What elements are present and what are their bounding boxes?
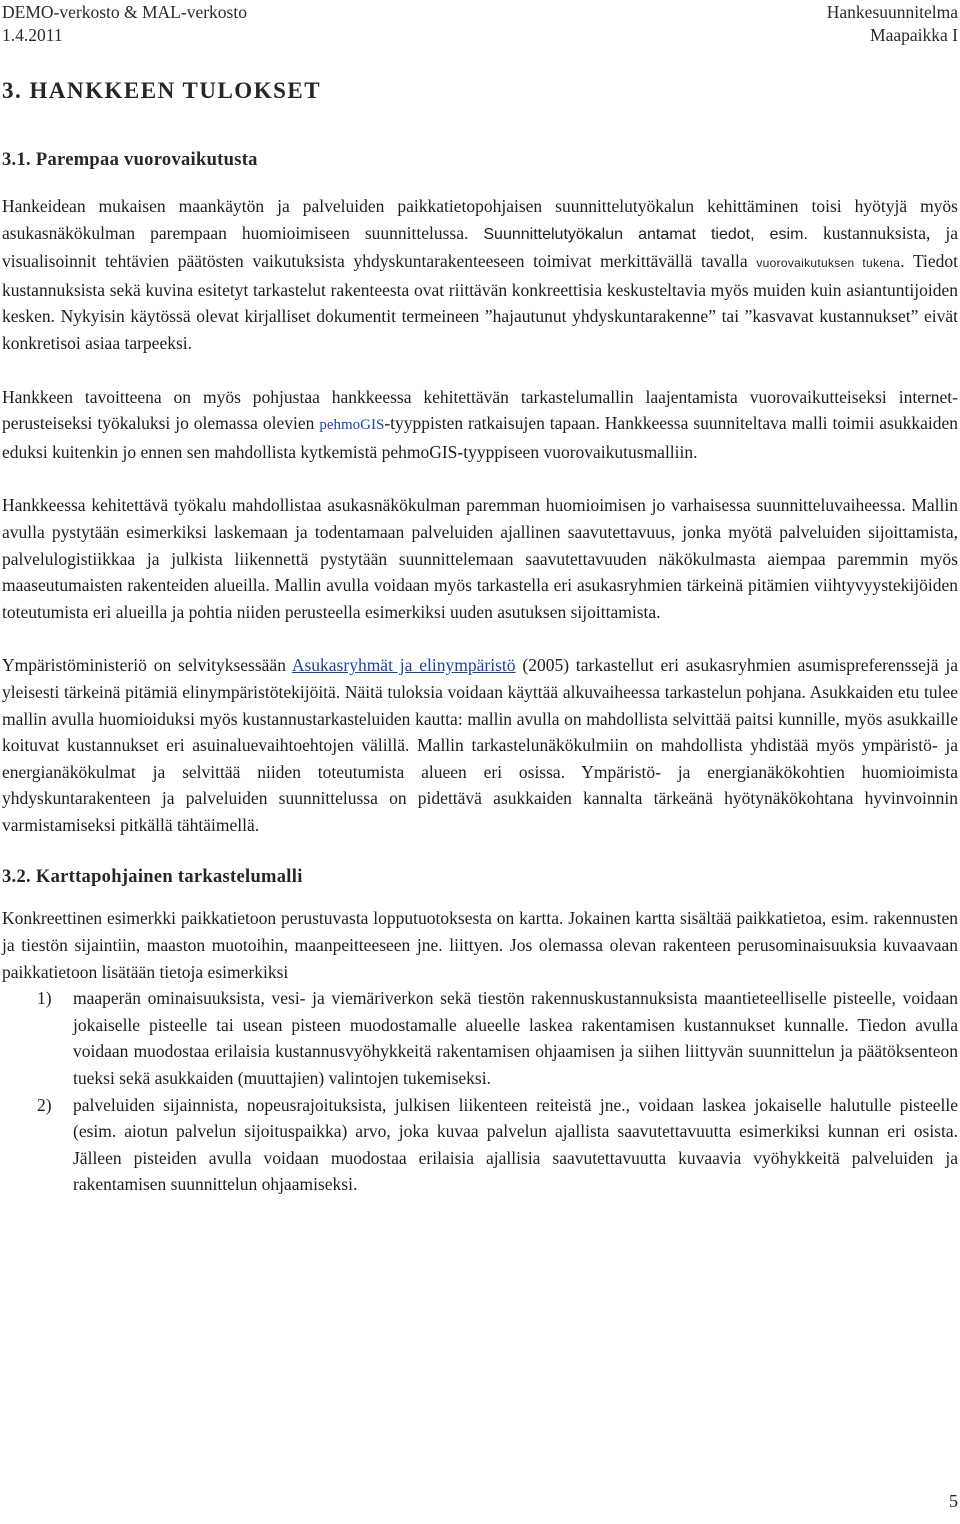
header-date: 1.4.2011: [2, 25, 63, 45]
paragraph: Ympäristöministeriö on selvityksessään Asukasryhmät ja elinympäristö (2005) tarkastellut eri asukasryhmien asumispreferenssejä ja yleisesti tärkeinä pitämiä elinympäristötekijöitä. Näitä tuloksia voidaan käyttää alkuvaiheessa tarkastelun pohjana. Asukkaiden etu tulee mallin avulla huomioiduksi myös kustannustarkasteluiden kautta: mallin avulla on mahdollista selvittää paitsi kunnille, myös asukkaille koituvat kustannukset eri asuinaluevaihtoehtojen välillä. Mallin tarkastelunäkökulmiin on mahdollista yhdistää myös ympäristö- ja energianäkökulmat ja selvittää niiden toteutumista alueen eri osissa. Ympäristö- ja energianäkökohtien huomioimista yhdyskuntarakenteen ja palveluiden suunnittelussa on pidettävä asukkaiden kannalta tärkeänä hyötynäkökohtana hyvinvoinnin varmistamiseksi pitkällä tähtäimellä.: [2, 655, 959, 835]
subsection-heading-3-1: 3.1. Parempaa vuorovaikutusta: [2, 150, 258, 170]
main-content: [2, 76, 958, 1198]
list-item-number: 1): [37, 988, 52, 1009]
header-left: [2, 1, 247, 47]
header-project-name: Maapaikka I: [870, 25, 958, 45]
list-item: [2, 985, 958, 1091]
header-network-name: DEMO-verkosto & MAL-verkosto: [2, 2, 247, 22]
paragraph: Hankeidean mukaisen maankäytön ja palveluiden paikkatietopohjaisen suunnittelutyökalun kehittäminen toisi hyötyjä myös asukasnäkökulman parempaan huomioimiseen suunnittelussa. Suunnittelutyökalun antamat tiedot, esim. kustannuksista, ja visualisoinnit tehtävien päätösten vaikutuksista yhdyskuntarakenteeseen toimivat merkittävällä tavalla vuorovaikutuksen tukena. Tiedot kustannuksista sekä kuvina esitetyt tarkastelut rakenteesta ovat riittävän konkreettisia keskusteltavia myös muiden kuin asiantuntijoiden kesken. Nykyisin käytössä olevat kirjalliset dokumentit termeineen ”hajautunut yhdyskuntarakenne” tai ”kasvavat kustannukset” eivät konkretisoi asiaa tarpeeksi.: [2, 196, 959, 353]
subsection-heading-3-2: 3.2. Karttapohjainen tarkastelumalli: [2, 867, 303, 888]
page-number: 5: [949, 1491, 958, 1511]
numbered-list: [2, 985, 958, 1198]
list-item-text: palveluiden sijainnista, nopeusrajoituksista, julkisen liikenteen reiteistä jne., voidaan laskea jokaiselle halutulle pisteelle (esim. aiotun palvelun sijoituspaikka) arvo, joka kuvaa palvelun ajallista saavutettavuutta esimerkiksi kunnan eri osista. Jälleen pisteiden avulla voidaan muodostaa erilaisia ajallisia saavutettavuutta kuvaavia vyöhykkeitä palveluiden ja rakentamisen suunnittelun ohjaamiseksi.: [73, 1094, 958, 1195]
paragraph: Hankkeen tavoitteena on myös pohjustaa hankkeessa kehitettävän tarkastelumallin laajentamista vuorovaikutteiseksi internet-perusteiseksi työkaluksi jo olemassa olevien pehmoGIS-tyyppisten ratkaisujen tapaan. Hankkeessa suunniteltava malli toimii asukkaiden eduksi kuitenkin jo ennen sen mahdollista kytkemistä pehmoGIS-tyyppiseen vuorovaikutusmalliin.: [2, 386, 958, 462]
asukasryhmat-link[interactable]: Asukasryhmät ja elinympäristö: [291, 655, 516, 676]
list-item: [2, 1092, 958, 1198]
list-item-number: 2): [37, 1094, 52, 1115]
header-doc-type: Hankesuunnitelma: [826, 2, 958, 22]
paragraph: Hankkeessa kehitettävä työkalu mahdollistaa asukasnäkökulman paremman huomioimisen jo varhaisessa suunnitteluvaiheessa. Mallin avulla pystytään esimerkiksi laskemaan ja todentamaan palveluiden ajallinen saavutettavuus, jonka myötä palveluiden sijoittamista, palvelulogistiikkaa ja julkista liikennettä pystytään suunnittelemaan saavutettavuuden näkökulmasta aiempaa paremmin myös maaseutumaisten rakenteiden alueilla. Mallin avulla voidaan myös tarkastella eri asukasryhmien tärkeinä pitämien viihtyvyystekijöiden toteutumista eri alueilla ja pohtia niiden perusteella esimerkiksi uuden asutuksen sijoittamista.: [2, 495, 958, 622]
header-right: [827, 1, 958, 47]
paragraph: Konkreettinen esimerkki paikkatietoon perustuvasta lopputuotoksesta on kartta. Jokainen kartta sisältää paikkatietoa, esim. rakennusten ja tiestön sijaintiin, maaston muotoihin, maanpeitteeseen jne. liittyen. Jos olemassa olevan rakenteen perusominaisuuksia kuvaavaan paikkatietoon lisätään tietoja esimerkiksi: [2, 908, 958, 982]
list-item-text: maaperän ominaisuuksista, vesi- ja viemäriverkon sekä tiestön rakennuskustannuksista maantieteelliselle pisteelle, voidaan jokaiselle pisteelle tai usean pisteen muodostamalle alueelle laskea rakentamisen kustannukset kunnalle. Tiedon avulla voidaan muodostaa erilaisia kustannusvyöhykkeitä rakentamisen ohjaamisen ja siihen liittyvän suunnittelun ja päätöksenteon tueksi sekä asukkaiden (muuttajien) valintojen tukemiseksi.: [73, 988, 958, 1089]
section-heading: 3. HANKKEEN TULOKSET: [2, 78, 322, 103]
pehmogis-link[interactable]: pehmoGIS: [319, 417, 385, 434]
